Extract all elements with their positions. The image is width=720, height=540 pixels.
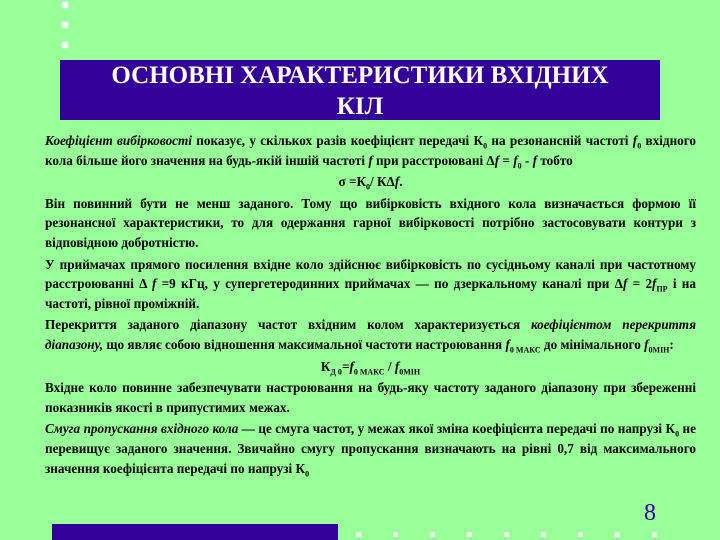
decor-dots-bottom [356, 532, 716, 537]
term-bandwidth: Смуга пропускання вхідного кола [45, 421, 239, 437]
page-number: 8 [644, 500, 656, 526]
title-line-2: КІЛ [336, 93, 384, 120]
slide-title [60, 60, 660, 122]
formula-overlap: $К_{Д 0}=f_{0 МАКС} / f_{0МІН}$ [320, 358, 421, 377]
paragraph-quality: Він повинний бути не менш заданого. Тому що вибірковість вхідного кола визначається формою її резонансної характеристики, то для одержання гарної вибірковості потрібно застосовувати контури з відповідною добротністю. [45, 195, 696, 250]
formula-selectivity: $\sigma =К_0/$ КΔf. [338, 174, 403, 192]
title-line-1: ОСНОВНІ ХАРАКТЕРИСТИКИ ВХІДНИХ [111, 62, 609, 89]
paragraph-channels: У приймачах прямого посилення вхідне коло здійснює вибірковість по сусідньому каналі при частотному расстроюванні Δ f =9 кГц, у супергетеродинних приймачах — по дзеркальному каналі при $\Delta f = 2f_{ПР}$ і на частоті, рівної проміжній. [45, 256, 696, 311]
paragraph-selectivity: Коефіцієнт вибірковості показує, у скількох разів коефіцієнт передачі $К_0$ на резонансній частоті $f_0$ вхідного кола більше його значення на будь-якій іншій частоті f при расстроювані $\Delta f = f_0 - f$ тобто [45, 133, 697, 171]
paragraph-tuning: Вхідне коло повинне забезпечувати настроювання на будь-яку частоту заданого діапазону при збереженні показників якості в припустимих межах. [45, 380, 696, 415]
term-overlap: коефіцієнтом перекриття діапазону, [45, 317, 696, 352]
decor-dots-top [60, 2, 70, 62]
slide-body [45, 131, 696, 480]
paragraph-bandwidth: Смуга пропускання вхідного кола — це смуга частот, у межах якої зміна коефіцієнта передачі по напрузі $К_0$ не перевищує заданого значення. Звичайно смугу пропускання визначають на рівні 0,7 від максимального значення коефіцієнта передачі по напрузі $К_0$ [45, 421, 696, 479]
bottom-bar [52, 524, 338, 540]
term-selectivity: Коефіцієнт вибірковості [45, 133, 192, 148]
paragraph-overlap: Перекриття заданого діапазону частот вхідним колом характеризується коефіцієнтом перекриття діапазону, що являє собою відношення максимальної частоти настроювання $f_{0 МАКС}$ до мінімального $f_{0МІН}$: [45, 317, 696, 355]
